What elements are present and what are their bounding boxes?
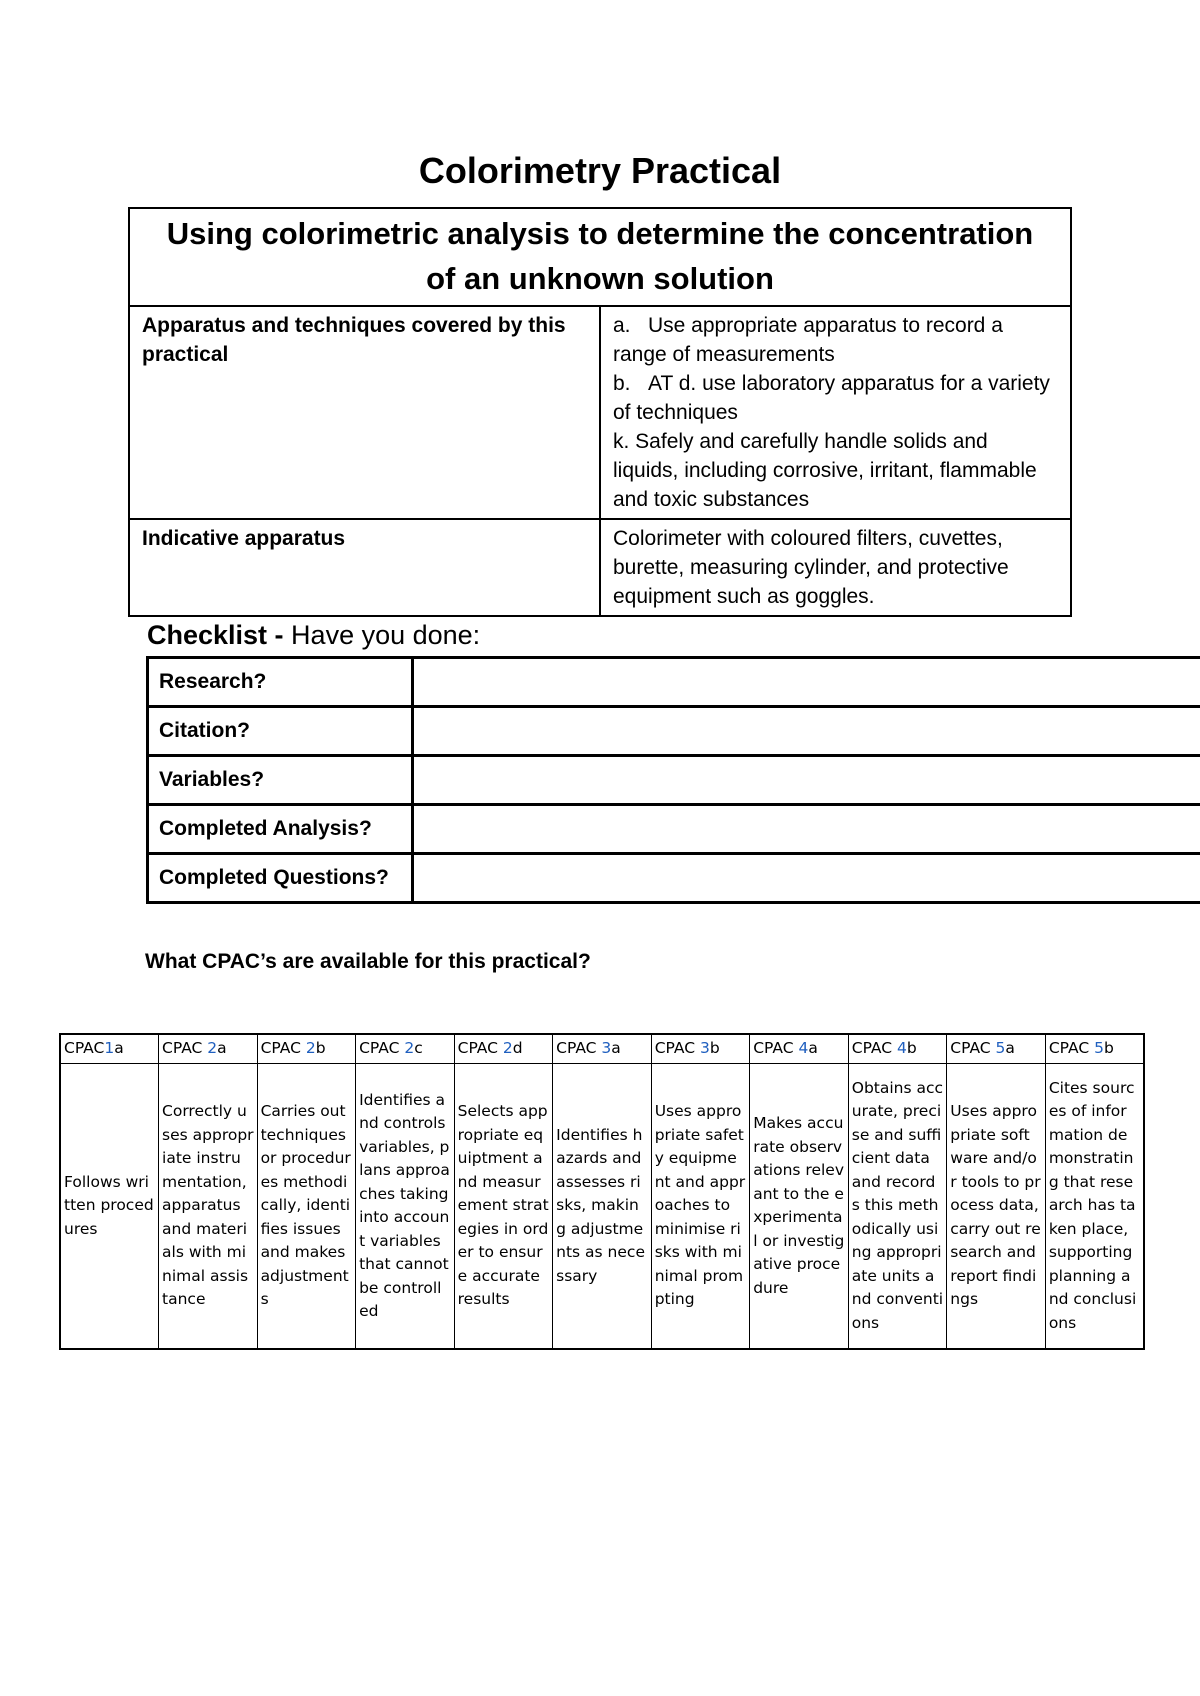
apparatus-item [613,369,1058,427]
cpac-header: CPAC 4b [848,1034,947,1064]
checklist-question: Citation? [148,707,413,756]
checklist-table [146,656,1200,904]
practical-subtitle: Using colorimetric analysis to determine the concentration of an unknown solution [129,208,1071,306]
apparatus-label: Apparatus and techniques covered by this practical [129,306,600,519]
apparatus-item-text: AT d. use laboratory apparatus for a variety of techniques [613,372,1050,424]
apparatus-item [613,427,1058,514]
apparatus-item-text: k. Safely and carefully handle solids and liquids, including corrosive, irritant, flammable and toxic substances [613,430,1037,511]
cpac-header: CPAC 3b [651,1034,750,1064]
cpac-description: Uses appropriate software and/or tools to process data, carry out research and report findings [947,1064,1046,1350]
checklist-answer-cell[interactable] [413,658,1200,707]
cpac-description: Uses appropriate safety equipment and approaches to minimise risks with minimal prompting [651,1064,750,1350]
checklist-question: Completed Analysis? [148,805,413,854]
checklist-row [148,707,1200,756]
cpac-description: Cites sources of information demonstrating that research has taken place, supporting planning and conclusions [1045,1064,1144,1350]
checklist-answer-cell[interactable] [413,707,1200,756]
indicative-apparatus-text: Colorimeter with coloured filters, cuvettes, burette, measuring cylinder, and protective equipment such as goggles. [600,519,1071,616]
cpac-description: Carries out techniques or procedures methodically, identifies issues and makes adjustments [257,1064,356,1350]
cpac-header: CPAC 5b [1045,1034,1144,1064]
checklist-answer-cell[interactable] [413,805,1200,854]
checklist-row [148,805,1200,854]
checklist-question: Variables? [148,756,413,805]
cpac-header: CPAC 5a [947,1034,1046,1064]
apparatus-list [600,306,1071,519]
checklist-row [148,854,1200,903]
checklist-row [148,756,1200,805]
list-marker: b. [613,372,631,395]
checklist-row [148,658,1200,707]
indicative-label: Indicative apparatus [129,519,600,616]
list-marker: a. [613,314,631,337]
checklist-answer-cell[interactable] [413,854,1200,903]
cpac-header: CPAC 3a [553,1034,652,1064]
checklist-heading-rest: Have you done: [283,620,481,650]
cpac-question: What CPAC’s are available for this practical? [145,950,591,973]
cpac-description: Correctly uses appropriate instrumentation, apparatus and materials with minimal assistance [159,1064,258,1350]
page-title: Colorimetry Practical [418,150,782,191]
cpac-header-row [60,1034,1144,1064]
practical-info-table [128,207,1072,617]
cpac-header: CPAC 2d [454,1034,553,1064]
checklist-heading [147,620,480,651]
apparatus-item-text: Use appropriate apparatus to record a range of measurements [613,314,1003,366]
apparatus-item [613,311,1058,369]
checklist-answer-cell[interactable] [413,756,1200,805]
cpac-header: CPAC 4a [750,1034,849,1064]
cpac-description: Selects appropriate equiptment and measurement strategies in order to ensure accurate results [454,1064,553,1350]
cpac-header: CPAC1a [60,1034,159,1064]
checklist-question: Completed Questions? [148,854,413,903]
cpac-description: Follows written procedures [60,1064,159,1350]
cpac-description: Obtains accurate, precise and sufficient data and records this methodically using appropriate units and conventions [848,1064,947,1350]
cpac-header: CPAC 2a [159,1034,258,1064]
cpac-description: Makes accurate observations relevant to the experimental or investigative procedure [750,1064,849,1350]
cpac-header: CPAC 2b [257,1034,356,1064]
cpac-header: CPAC 2c [356,1034,455,1064]
cpac-table [59,1033,1145,1350]
cpac-description-row [60,1064,1144,1350]
cpac-description: Identifies and controls variables, plans approaches taking into account variables that cannot be controlled [356,1064,455,1350]
checklist-question: Research? [148,658,413,707]
checklist-heading-bold: Checklist - [147,620,284,650]
cpac-description: Identifies hazards and assesses risks, making adjustments as necessary [553,1064,652,1350]
